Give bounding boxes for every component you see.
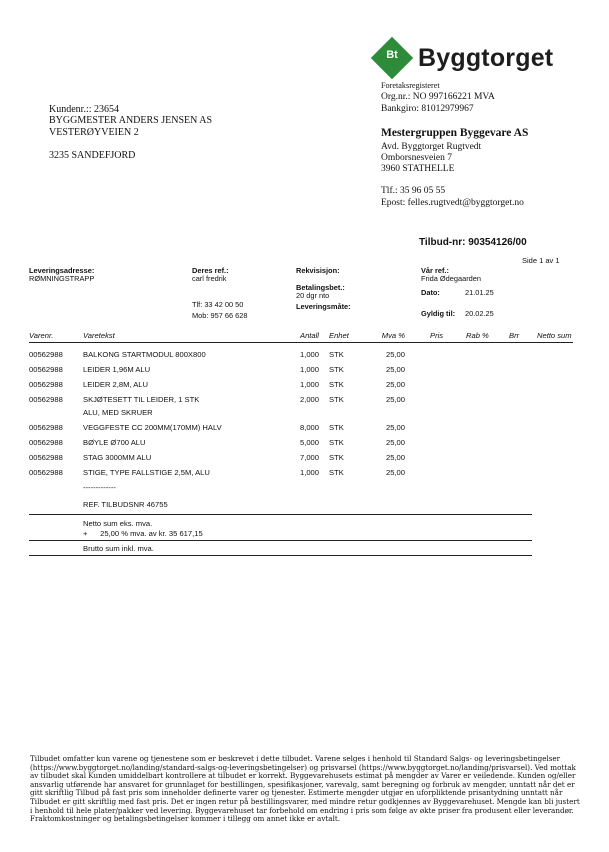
row-qty: 1,000 <box>299 350 319 359</box>
date-value: 21.01.25 <box>465 288 494 297</box>
row-vat: 25,00 <box>385 395 405 404</box>
dash-line: ------------- <box>83 483 116 492</box>
row-varenr: 00562988 <box>29 365 63 374</box>
col-mva: Mva % <box>381 331 405 340</box>
row-vat: 25,00 <box>385 468 405 477</box>
delivery-address-value: RØMNINGSTRAPP <box>29 274 95 283</box>
row-unit: STK <box>329 423 344 432</box>
delivery-method-label: Leveringsmåte: <box>296 302 351 311</box>
company-city: 3960 STATHELLE <box>381 164 455 174</box>
row-qty: 2,000 <box>299 395 319 404</box>
row-qty: 1,000 <box>299 380 319 389</box>
row-text-continued: ALU, MED SKRUER <box>83 408 153 417</box>
vat-line: + 25,00 % mva. av kr. 35 617,15 <box>83 529 203 538</box>
payment-label: Betalingsbet.: <box>296 283 345 292</box>
row-text: BALKONG STARTMODUL 800X800 <box>83 350 206 359</box>
row-text: STAG 3000MM ALU <box>83 453 152 462</box>
col-antall: Antall <box>300 331 319 340</box>
row-unit: STK <box>329 468 344 477</box>
row-text: LEIDER 2,8M, ALU <box>83 380 148 389</box>
valid-until-value: 20.02.25 <box>465 309 494 318</box>
totals-divider-bottom <box>29 555 532 556</box>
header-divider <box>29 342 573 343</box>
row-vat: 25,00 <box>385 423 405 432</box>
valid-until-label: Gyldig til: <box>421 309 456 318</box>
row-qty: 1,000 <box>299 468 319 477</box>
row-varenr: 00562988 <box>29 350 63 359</box>
your-ref-value: carl fredrik <box>192 274 227 283</box>
row-text: VEGGFESTE CC 200MM(170MM) HALV <box>83 423 222 432</box>
row-text: SKJØTESETT TIL LEIDER, 1 STK <box>83 395 200 404</box>
company-street: Omborsnesveien 7 <box>381 153 452 163</box>
date-label: Dato: <box>421 288 440 297</box>
row-unit: STK <box>329 438 344 447</box>
our-ref-label: Vår ref.: <box>421 266 449 275</box>
col-rab: Rab % <box>466 331 489 340</box>
row-unit: STK <box>329 365 344 374</box>
row-varenr: 00562988 <box>29 395 63 404</box>
row-unit: STK <box>329 395 344 404</box>
row-unit: STK <box>329 380 344 389</box>
row-text: BØYLE Ø700 ALU <box>83 438 146 447</box>
customer-street: VESTERØYVEIEN 2 <box>49 127 139 138</box>
customer-number: Kundenr.:: 23654 <box>49 104 119 115</box>
col-varenr: Varenr. <box>29 331 54 340</box>
row-vat: 25,00 <box>385 438 405 447</box>
page-indicator: Side 1 av 1 <box>522 256 560 265</box>
your-ref-mobile: Mob: 957 66 628 <box>192 311 248 320</box>
col-pris: Pris <box>430 331 444 340</box>
company-registry: Foretaksregisteret <box>381 81 440 90</box>
offer-number: Tilbud-nr: 90354126/00 <box>419 237 527 248</box>
row-varenr: 00562988 <box>29 380 63 389</box>
row-qty: 5,000 <box>299 438 319 447</box>
row-varenr: 00562988 <box>29 423 63 432</box>
row-varenr: 00562988 <box>29 468 63 477</box>
terms-footer: Tilbudet omfatter kun varene og tjenestene som er beskrevet i dette tilbudet. Varene selges i henhold til Standard Salgs- og leveringsbetingelser (https://www.byggtorget.no/landing/standard-salgs-og-leveringsbetingelser) og prisvarsel (https://www.byggtorget.no/landing/prisvarsel). Ved mottak av tilbudet skal Kunden umiddelbart kontrollere at tilbudet er korrekt. Byggevarehusets estimat på mengder av Varer er veiledende. Kunden og/eller ansvarlig utførende har ansvaret for grunnlaget for bestillingen, spesifikasjoner, varevalg, samt beregning og forbruk av mengder, unntatt når det er gitt skriftlig Tilbud på fast pris som inneholder definerte varer og tjenester. Estimerte mengder utgjør en uforpliktende prisantydning unntatt når Tilbudet er gitt skriftlig med fast pris. Det er ingen retur på bestillingsvarer, med mindre retur godkjennes av Byggevarehuset. Mengde kan bli justert i henhold til hele plater/pakker ved levering. Byggevarehuset tar forbehold om endring i pris som følge av økte priser fra produsent eller leverandør. Fraktomkostninger og betalingsbetingelser kommer i tillegg om annet ikke er avtalt. <box>30 754 580 824</box>
logo-mark: Bt <box>386 49 398 61</box>
row-text: LEIDER 1,96M ALU <box>83 365 151 374</box>
your-ref-phone: Tlf: 33 42 00 50 <box>192 300 244 309</box>
row-varenr: 00562988 <box>29 453 63 462</box>
customer-name: BYGGMESTER ANDERS JENSEN AS <box>49 115 213 126</box>
row-vat: 25,00 <box>385 453 405 462</box>
logo-wordmark: Byggtorget <box>418 44 554 72</box>
company-name: Mestergruppen Byggevare AS <box>381 127 529 139</box>
delivery-address-label: Leveringsadresse: <box>29 266 95 275</box>
row-varenr: 00562988 <box>29 438 63 447</box>
gross-sum-label: Brutto sum inkl. mva. <box>83 544 154 553</box>
row-vat: 25,00 <box>385 350 405 359</box>
payment-value: 20 dgr nto <box>296 291 330 300</box>
row-vat: 25,00 <box>385 365 405 374</box>
net-sum-label: Netto sum eks. mva. <box>83 519 153 528</box>
col-varetekst: Varetekst <box>83 331 115 340</box>
totals-divider-top <box>29 514 532 515</box>
col-netto-sum: Netto sum <box>537 331 572 340</box>
row-text: STIGE, TYPE FALLSTIGE 2,5M, ALU <box>83 468 210 477</box>
col-enhet: Enhet <box>329 331 349 340</box>
row-qty: 8,000 <box>299 423 319 432</box>
company-bankgiro: Bankgiro: 81012979967 <box>381 104 474 114</box>
company-dept: Avd. Byggtorget Rugtvedt <box>381 142 482 152</box>
row-vat: 25,00 <box>385 380 405 389</box>
totals-divider-middle <box>29 540 532 541</box>
company-email: Epost: felles.rugtvedt@byggtorget.no <box>381 198 524 208</box>
row-qty: 1,000 <box>299 365 319 374</box>
your-ref-label: Deres ref.: <box>192 266 229 275</box>
col-brr: Brr <box>509 331 520 340</box>
row-qty: 7,000 <box>299 453 319 462</box>
offer-reference: REF. TILBUDSNR 46755 <box>83 500 168 509</box>
company-phone: Tlf.: 35 96 05 55 <box>381 186 446 196</box>
our-ref-value: Frida Ødegaarden <box>421 274 481 283</box>
requisition-label: Rekvisisjon: <box>296 266 340 275</box>
row-unit: STK <box>329 453 344 462</box>
row-unit: STK <box>329 350 344 359</box>
company-org-nr: Org.nr.: NO 997166221 MVA <box>381 92 495 102</box>
customer-city: 3235 SANDEFJORD <box>49 150 136 161</box>
